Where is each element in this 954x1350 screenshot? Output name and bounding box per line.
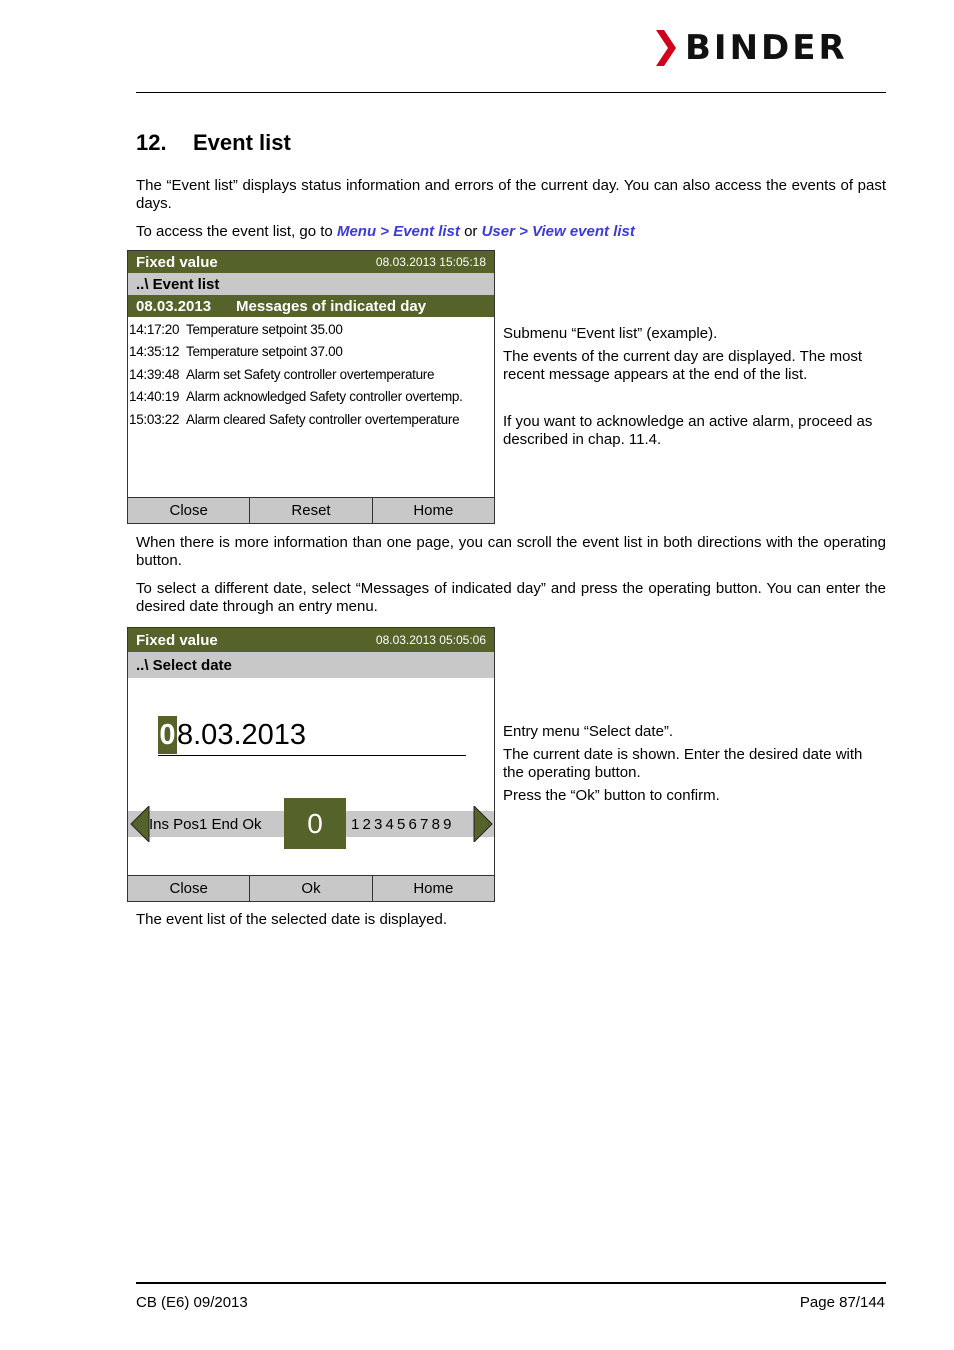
event-time: 14:17:20	[129, 321, 180, 337]
logo-mark-icon	[655, 30, 677, 66]
ok-button[interactable]: Ok	[249, 876, 371, 901]
event-text: Alarm set Safety controller overtemperature	[186, 366, 435, 382]
cursor-digit: 0	[158, 716, 177, 754]
screen1-caption: Submenu “Event list” (example).	[503, 325, 718, 342]
edit-keys[interactable]: Ins Pos1 End Ok	[149, 816, 262, 833]
access-paragraph	[136, 223, 886, 241]
screen-path: ..\ Event list	[128, 273, 494, 295]
date-entry-underline	[158, 755, 466, 756]
close-button[interactable]: Close	[128, 498, 249, 523]
event-row	[128, 318, 494, 341]
event-text: Alarm acknowledged Safety controller overtemp.	[186, 389, 463, 405]
screen2-caption: Entry menu “Select date”.	[503, 723, 674, 740]
selected-date: 08.03.2013	[136, 297, 212, 315]
header-rule	[136, 92, 886, 93]
section-heading	[136, 130, 291, 156]
arrow-right-icon[interactable]	[473, 806, 493, 842]
close-button[interactable]: Close	[128, 876, 249, 901]
screen1-alarm-note: If you want to acknowledge an active alarm, proceed as described in chap. 11.4.	[503, 413, 873, 448]
event-time: 14:35:12	[129, 344, 180, 360]
section-number: 12.	[136, 130, 167, 155]
footer-rule	[136, 1282, 886, 1284]
selected-label: Messages of indicated day	[236, 297, 427, 315]
closing-paragraph: The event list of the selected date is displayed.	[136, 911, 448, 928]
user-view-event-list-link[interactable]: User > View event list	[481, 223, 635, 240]
event-row	[128, 408, 494, 431]
home-button[interactable]: Home	[372, 498, 494, 523]
screen-button-bar	[128, 497, 494, 523]
section-title: Event list	[193, 130, 291, 155]
event-list	[128, 317, 494, 431]
menu-event-list-link[interactable]: Menu > Event list	[336, 223, 460, 240]
screen-button-bar	[128, 875, 494, 901]
scroll-paragraph: When there is more information than one page, you can scroll the event list in both directions with the operating button.	[136, 534, 886, 569]
screen-datetime: 08.03.2013 15:05:18	[375, 255, 486, 269]
event-text: Alarm cleared Safety controller overtemperature	[186, 411, 460, 427]
screen2-confirm-note: Press the “Ok” button to confirm.	[503, 787, 720, 804]
access-prefix: To access the event list, go to	[136, 223, 337, 240]
current-character[interactable]: 0	[284, 798, 346, 849]
screen-title-bar	[128, 251, 494, 273]
reset-button[interactable]: Reset	[249, 498, 371, 523]
screen-title-bar	[128, 628, 494, 652]
brand-name: BINDER	[685, 28, 848, 68]
screen-title: Fixed value	[136, 631, 218, 649]
date-entry-field[interactable]	[158, 716, 306, 754]
select-date-paragraph: To select a different date, select “Messages of indicated day” and press the operating button. You can enter the desired date through an entry menu.	[136, 580, 886, 615]
access-mid: or	[459, 223, 482, 240]
event-row	[128, 341, 494, 364]
messages-of-indicated-day[interactable]	[128, 295, 494, 317]
footer-page: Page 87/144	[799, 1294, 885, 1311]
select-date-screen	[127, 627, 495, 902]
digit-keys[interactable]: 1 2 3 4 5 6 7 8 9	[351, 816, 452, 833]
screen-datetime: 08.03.2013 05:05:06	[375, 633, 486, 647]
event-time: 14:39:48	[129, 366, 180, 382]
event-list-screen	[127, 250, 495, 524]
event-row	[128, 386, 494, 409]
screen-title: Fixed value	[136, 253, 218, 271]
date-entry-value: 8.03.2013	[177, 718, 307, 751]
event-time: 15:03:22	[129, 411, 180, 427]
event-time: 14:40:19	[129, 389, 180, 405]
arrow-left-icon[interactable]	[130, 806, 150, 842]
event-text: Temperature setpoint 35.00	[186, 321, 343, 337]
screen-path: ..\ Select date	[128, 652, 494, 678]
intro-paragraph: The “Event list” displays status information and errors of the current day. You can also access the events of past days.	[136, 177, 886, 212]
footer-document: CB (E6) 09/2013	[136, 1294, 248, 1311]
screen1-description: The events of the current day are displayed. The most recent message appears at the end of the list.	[503, 348, 863, 383]
binder-logo	[655, 30, 848, 66]
event-row	[128, 363, 494, 386]
screen2-description: The current date is shown. Enter the desired date with the operating button.	[503, 746, 863, 781]
home-button[interactable]: Home	[372, 876, 494, 901]
event-text: Temperature setpoint 37.00	[186, 344, 343, 360]
